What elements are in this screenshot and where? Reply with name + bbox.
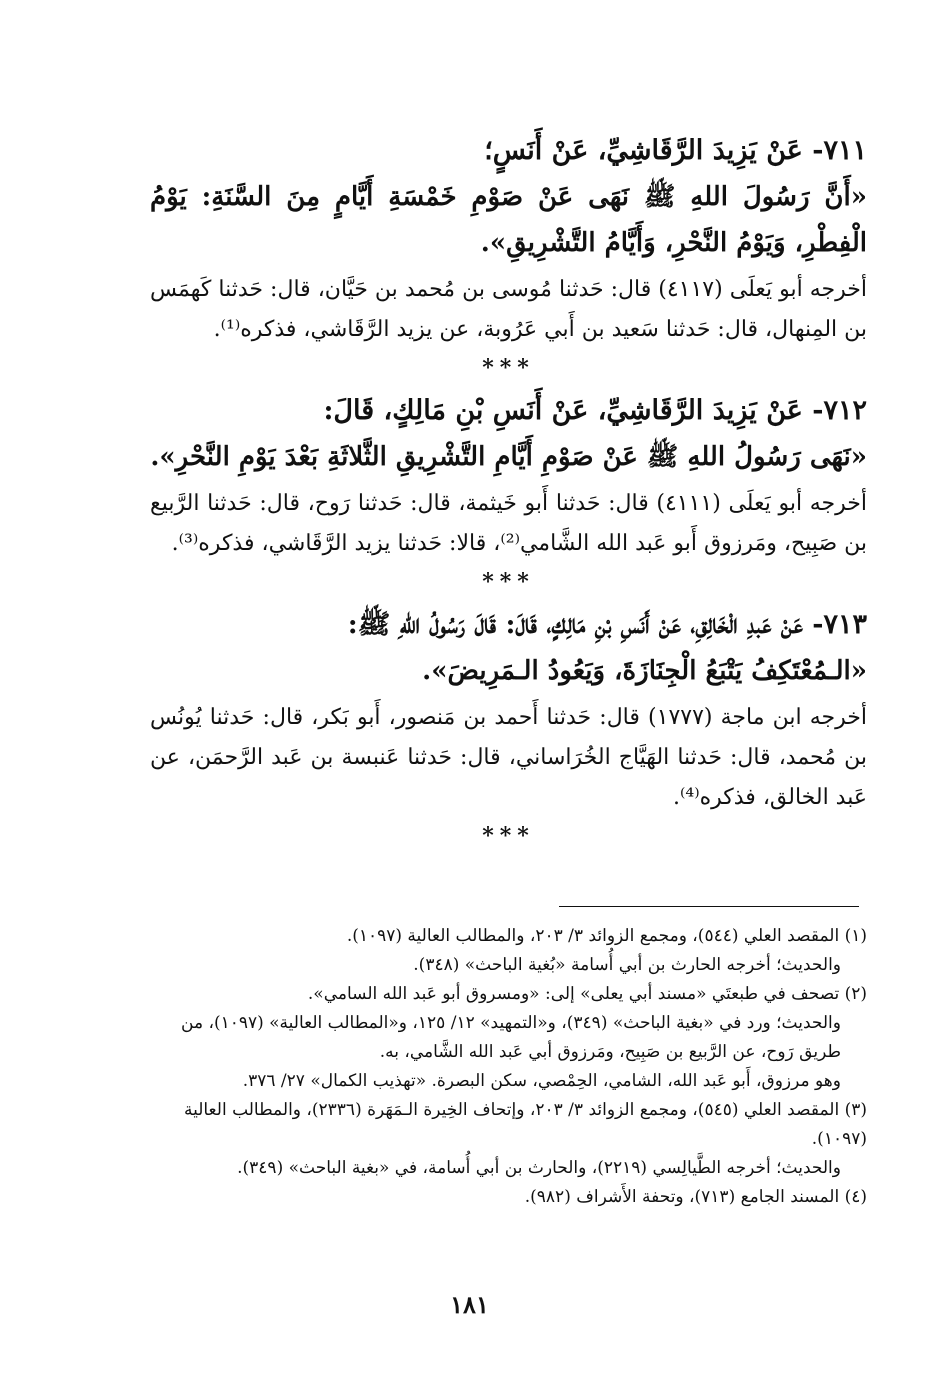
footnote-continuation: وهو مرزوق، أَبو عَبد الله، الشامي، الحِمْصي، سكن البصرة. «تهذيب الكمال» ٢٧/ ٣٧٦. — [242, 1071, 841, 1091]
section-separator: *** — [482, 569, 535, 595]
hadith-text: «أَنَّ رَسُولَ اللهِ ﷺ نَهَى عَنْ صَوْمِ خَمْسَةِ أَيَّامٍ مِنَ السَّنَةِ: يَوْمُ الْفِطْرِ، وَيَوْمُ النَّحْرِ، وَأَيَّامُ التَّشْرِيقِ». — [150, 182, 867, 258]
footnote-divider — [559, 906, 859, 907]
hadith-heading: ٧١٣- عَنْ عَبدِ الْخَالِقِ، عَنْ أَنَسِ بْنِ مَالِكٍ، قَالَ: قَالَ رَسُولُ اللهِ ﷺ: — [347, 609, 867, 640]
footnote: (٢) تصحف في طبعتَي «مسند أبي يعلى» إلى: «ومسروق أبو عَبد الله السامي». — [307, 984, 867, 1004]
page-number: ١٨١ — [450, 1290, 489, 1319]
hadith-text: «نَهَى رَسُولُ اللهِ ﷺ عَنْ صَوْمِ أَيَّامِ التَّشْرِيقِ الثَّلاثَةِ بَعْدَ يَوْمِ النَّحْرِ». — [150, 442, 867, 472]
footnote-continuation: والحديث؛ أخرجه الحارث بن أبي أُسامة «بُغية الباحث» (٣٤٨). — [413, 955, 841, 975]
footnotes — [150, 922, 867, 1212]
footnote: (٣) المقصد العلي (٥٤٥)، ومجمع الزوائد ٣/ ٢٠٣، وإتحاف الخِيرة الـمَهَرة (٢٣٣٦)، والمطالب العالية (١٠٩٧). — [183, 1100, 867, 1149]
section-separator: *** — [482, 823, 535, 849]
footnote-continuation: والحديث؛ ورد في «بغية الباحث» (٣٤٩)، و«التمهيد» ١٢/ ١٢٥، و«المطالب العالية» (١٠٩٧)، من طريق رَوح، عن الرَّبيع بن صَبِيح، ومَرزوق أبي عَبد الله الشَّامي، به. — [181, 1013, 841, 1062]
hadith-text: «الـمُعْتَكِفُ يَتْبَعُ الْجِنَازَةَ، وَيَعُودُ الـمَرِيضَ». — [422, 656, 867, 686]
footnote: (١) المقصد العلي (٥٤٤)، ومجمع الزوائد ٣/ ٢٠٣، والمطالب العالية (١٠٩٧). — [346, 926, 867, 946]
page-body — [150, 128, 867, 856]
hadith-takhrij: أخرجه أبو يَعلَى (٤١١٧) قال: حَدثنا مُوسى بن مُحمد بن حَيَّان، قال: حَدثنا كَهمَس بن المِنهال، قال: حَدثنا سَعيد بن أَبي عَرُوبة، عن يزيد الرَّقَاشي، فذكره⁽¹⁾. — [150, 277, 868, 342]
hadith-712 — [150, 388, 867, 564]
hadith-heading: ٧١١- عَنْ يَزِيدَ الرَّقَاشِيِّ، عَنْ أَنَسٍ؛ — [484, 135, 867, 166]
hadith-711 — [150, 128, 867, 350]
hadith-713 — [150, 602, 867, 818]
footnote-continuation: والحديث؛ أخرجه الطَّيالِسي (٢٢١٩)، والحارث بن أبي أُسامة، في «بغية الباحث» (٣٤٩). — [237, 1158, 841, 1178]
section-separator: *** — [482, 355, 535, 381]
hadith-takhrij: أخرجه أبو يَعلَى (٤١١١) قال: حَدثنا أَبو خَيثمة، قال: حَدثنا رَوح، قال: حَدثنا الرَّبيع بن صَبِيح، ومَرزوق أَبو عَبد الله الشَّامي⁽²⁾، قالا: حَدثنا يزيد الرَّقَاشي، فذكره⁽³⁾. — [150, 491, 867, 556]
footnote: (٤) المسند الجامع (٧١٣)، وتحفة الأَشراف (٩٨٢). — [524, 1187, 867, 1207]
hadith-takhrij: أخرجه ابن ماجة (١٧٧٧) قال: حَدثنا أَحمد بن مَنصور، أَبو بَكر، قال: حَدثنا يُونُس بن مُحمد، قال: حَدثنا الهَيَّاج الخُرَاساني، قال: حَدثنا عَنبسة بن عَبد الرَّحمَن، عن عَبد الخالق، فذكره⁽⁴⁾. — [150, 705, 867, 810]
hadith-heading: ٧١٢- عَنْ يَزِيدَ الرَّقَاشِيِّ، عَنْ أَنَسِ بْنِ مَالِكٍ، قَالَ: — [323, 395, 867, 426]
